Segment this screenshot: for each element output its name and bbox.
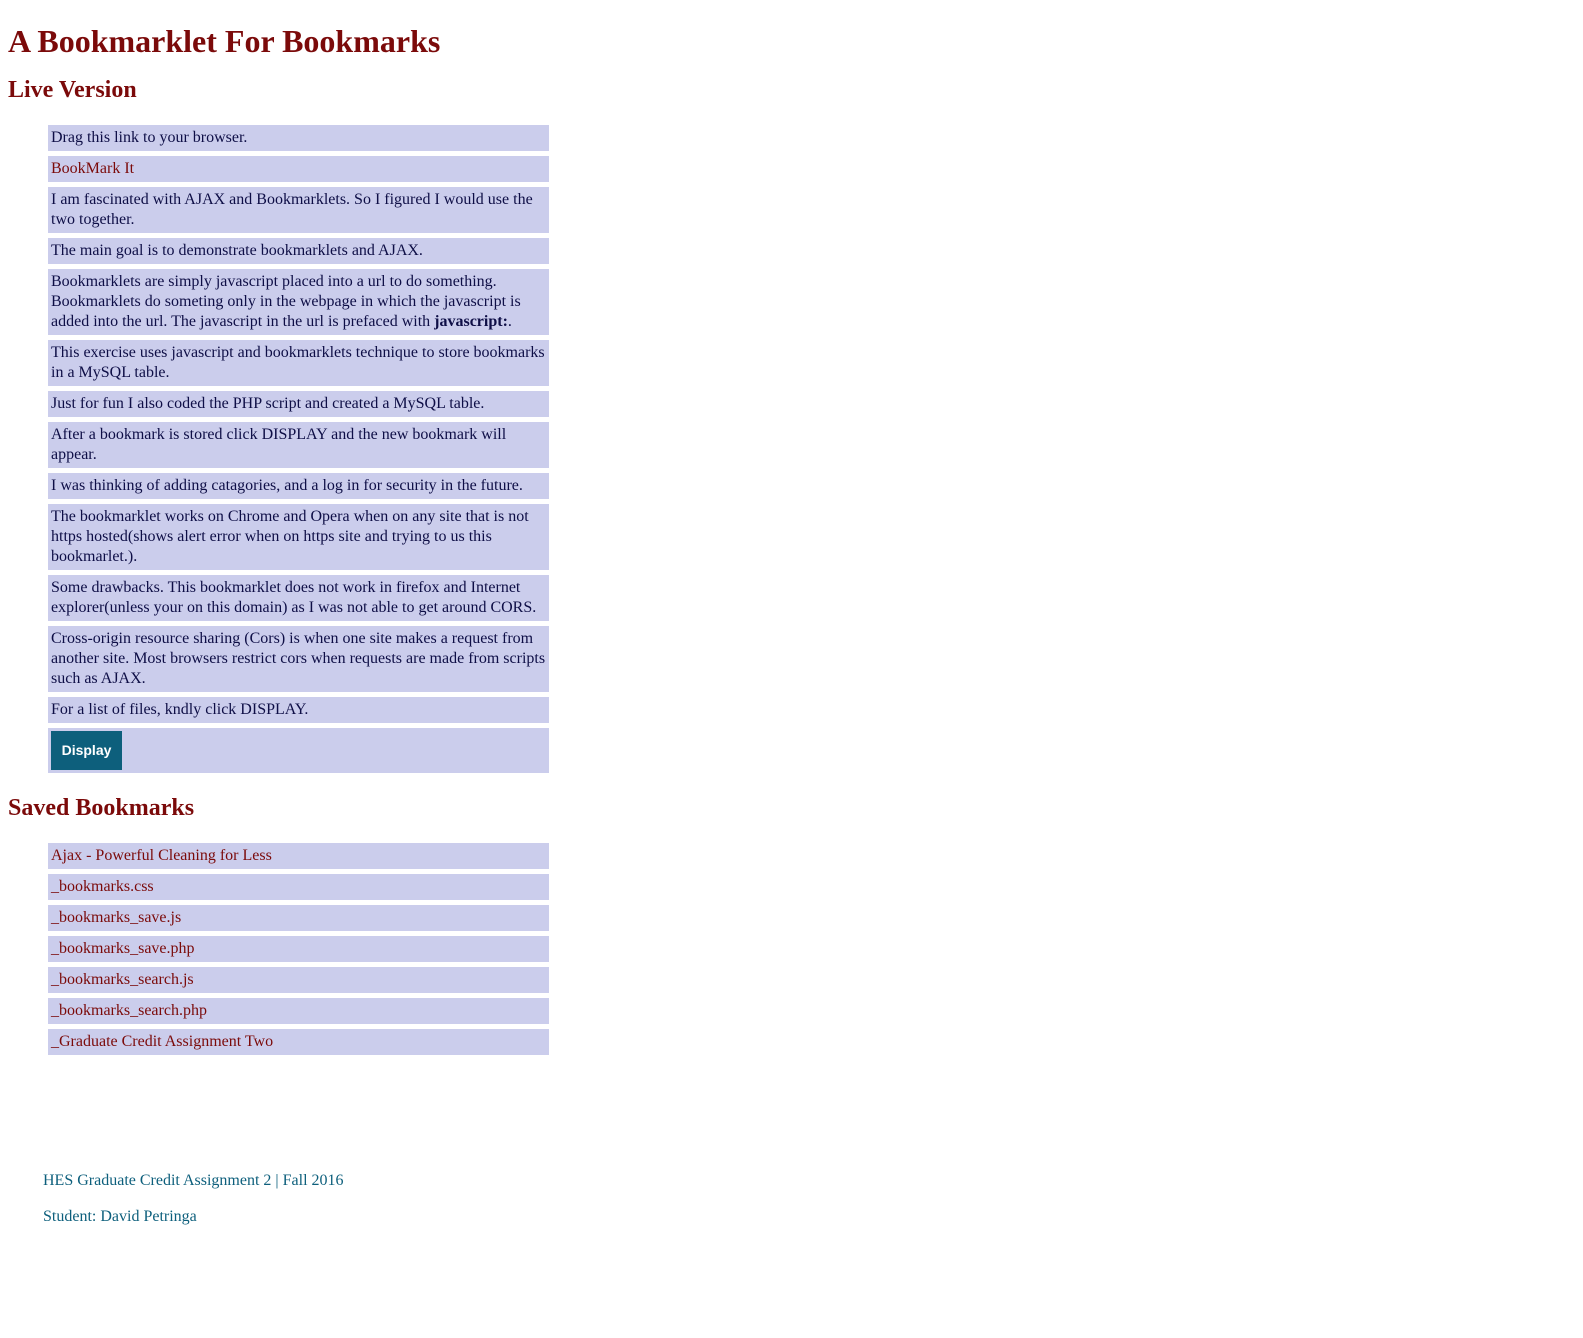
- saved-bookmarks-heading: Saved Bookmarks: [8, 795, 195, 821]
- list-item-text: This exercise uses javascript and bookmarklets technique to store bookmarks in a MySQL table.: [51, 344, 545, 381]
- live-version-heading: Live Version: [8, 77, 137, 103]
- saved-bookmarks-list: [8, 843, 549, 1055]
- saved-bookmark-link[interactable]: _bookmarks_save.js: [51, 909, 182, 926]
- list-item: [48, 998, 549, 1024]
- footer-course: HES Graduate Credit Assignment 2 | Fall 2016: [43, 1172, 344, 1189]
- list-item: [48, 391, 549, 417]
- list-item-text: Cross-origin resource sharing (Cors) is when one site makes a request from another site. Most browsers restrict cors when requests are made from scripts such as AJAX.: [51, 630, 546, 687]
- list-item: [48, 697, 549, 723]
- page-title: A Bookmarklet For Bookmarks: [8, 23, 441, 59]
- javascript-keyword: javascript:: [434, 313, 508, 330]
- list-item-text: The bookmarklet works on Chrome and Opera when on any site that is not https hosted(shows alert error when on https site and trying to us this bookmarlet.).: [51, 508, 529, 565]
- list-item: [48, 238, 549, 264]
- list-item-text: I am fascinated with AJAX and Bookmarklets. So I figured I would use the two together.: [51, 191, 533, 228]
- list-item-text: Bookmarklets are simply javascript placed into a url to do something. Bookmarklets do someting only in the webpage in which the javascript is added into the url. The javascript in the url is prefaced with: [51, 273, 521, 330]
- list-item: [48, 843, 549, 869]
- list-item-text: The main goal is to demonstrate bookmarklets and AJAX.: [51, 242, 423, 259]
- list-item-text: Just for fun I also coded the PHP script and created a MySQL table.: [51, 395, 485, 412]
- list-item: [48, 1029, 549, 1055]
- page: [0, 21, 1583, 1055]
- bookmark-it-link[interactable]: BookMark It: [51, 160, 135, 177]
- list-item: [48, 874, 549, 900]
- footer-student: Student: David Petringa: [43, 1208, 197, 1225]
- list-item: [48, 575, 549, 621]
- list-item: [48, 626, 549, 692]
- list-item: [48, 936, 549, 962]
- list-item: [48, 905, 549, 931]
- list-item: [48, 269, 549, 335]
- list-item-text: Some drawbacks. This bookmarklet does not work in firefox and Internet explorer(unless your on this domain) as I was not able to get around CORS.: [51, 579, 537, 616]
- saved-bookmark-link[interactable]: _bookmarks_save.php: [51, 940, 195, 957]
- saved-bookmark-link[interactable]: _bookmarks.css: [51, 878, 154, 895]
- drag-instruction: Drag this link to your browser.: [51, 129, 248, 146]
- display-button-row: [48, 728, 549, 773]
- list-item: [48, 340, 549, 386]
- list-item-text: I was thinking of adding catagories, and a log in for security in the future.: [51, 477, 523, 494]
- list-item: [48, 473, 549, 499]
- list-item: [48, 422, 549, 468]
- list-item: [48, 187, 549, 233]
- list-item: [48, 967, 549, 993]
- list-item: [48, 504, 549, 570]
- list-item-text: After a bookmark is stored click DISPLAY and the new bookmark will appear.: [51, 426, 507, 463]
- saved-bookmark-link[interactable]: _bookmarks_search.php: [51, 1002, 207, 1019]
- live-version-list: [8, 125, 549, 773]
- saved-bookmark-link[interactable]: _bookmarks_search.js: [51, 971, 194, 988]
- list-item-suffix: .: [507, 313, 512, 330]
- saved-bookmark-link[interactable]: _Graduate Credit Assignment Two: [51, 1033, 274, 1050]
- list-item-text: For a list of files, kndly click DISPLAY.: [51, 701, 309, 718]
- footer: [43, 1171, 344, 1243]
- list-item: [48, 156, 549, 182]
- display-button[interactable]: Display: [51, 731, 122, 770]
- saved-bookmark-link[interactable]: Ajax - Powerful Cleaning for Less: [51, 847, 272, 864]
- list-item: [48, 125, 549, 151]
